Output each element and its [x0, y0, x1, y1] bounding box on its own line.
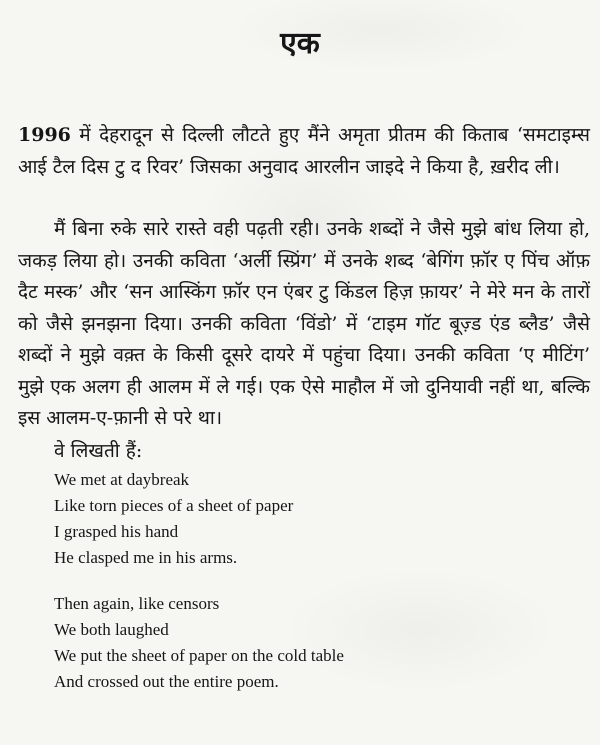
paragraph-2: मैं बिना रुके सारे रास्ते वही पढ़ती रही। उनके शब्दों ने जैसे मुझे बांध लिया हो, जकड़ लिया हो। उनकी कविता ‘अर्ली स्प्रिंग’ में उनके शब्द ‘बेगिंग फ़ॉर ए पिंच ऑफ़ दैट मस्क’ और ‘सन आस्किंग फ़ॉर एन एंबर टु किंडल हिज़ फ़ायर’ ने मेरे मन के तारों को जैसे झनझना दिया। उनकी कविता ‘विंडो’ में ‘टाइम गॉट बूज़्ड एंड ब्लैड’ जैसे शब्दों ने मुझे वक़्त के किसी दूसरे दायरे में पहुंचा दिया। उनकी कविता ‘ए मीटिंग’ मुझे एक अलग ही आलम में ले गई। एक ऐसे माहौल में जो दुनियावी नहीं था, बल्कि इस आलम-ए-फ़ानी से परे था। [18, 218, 590, 429]
paragraph-1 [18, 120, 590, 183]
poem-line: We both laughed [54, 620, 169, 639]
paragraph-1-year: 1996 [18, 124, 71, 146]
poem-intro: वे लिखती हैं: [54, 440, 143, 462]
poem-line: Like torn pieces of a sheet of paper [54, 496, 294, 515]
poem-line: I grasped his hand [54, 522, 179, 541]
poem-line: He clasped me in his arms. [54, 548, 238, 567]
poem-line: Then again, like censors [54, 594, 220, 613]
poem-line: We met at daybreak [54, 470, 190, 489]
stanza-break [54, 571, 344, 591]
paragraph-1-text: में देहरादून से दिल्ली लौटते हुए मैंने अमृता प्रीतम की किताब ‘समटाइम्स आई टैल दिस टु द रिवर’ जिसका अनुवाद आरलीन जाइदे ने किया है, ख़रीद ली। [18, 124, 590, 178]
poem-line: We put the sheet of paper on the cold table [54, 646, 344, 665]
poem-line: And crossed out the entire poem. [54, 672, 279, 691]
chapter-title: एक [280, 26, 320, 62]
poem [54, 467, 344, 695]
